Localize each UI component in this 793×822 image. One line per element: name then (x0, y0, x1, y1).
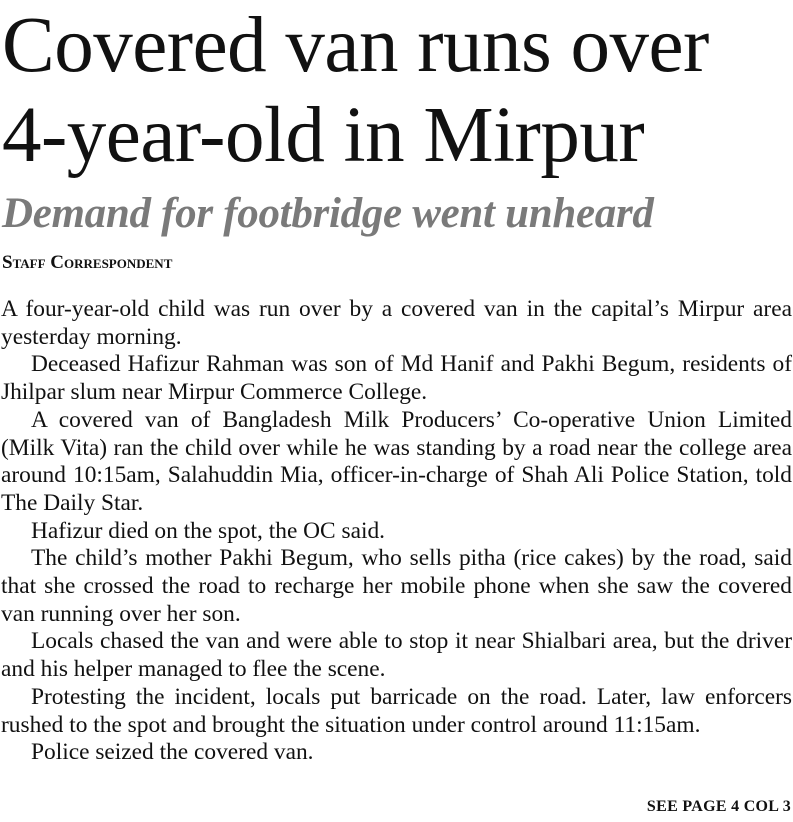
byline: Staff Correspondent (2, 252, 173, 273)
body-paragraph: A four-year-old child was run over by a covered van in the capital’s Mirpur area yesterday morning. (1, 296, 792, 350)
body-paragraph: Locals chased the van and were able to stop it near Shialbari area, but the driver and his helper managed to flee the scene. (1, 628, 792, 683)
headline-line-2: 4-year-old in Mirpur (2, 92, 645, 179)
headline-line-1: Covered van runs over (2, 2, 709, 89)
continuation-jump-line[interactable]: SEE PAGE 4 COL 3 (646, 798, 791, 815)
subheadline: Demand for footbridge went unheard (2, 190, 654, 237)
body-paragraph: Deceased Hafizur Rahman was son of Md Hanif and Pakhi Begum, residents of Jhilpar slum near Mirpur Commerce College. (1, 351, 792, 406)
body-paragraph: A covered van of Bangladesh Milk Producers’ Co-operative Union Limited (Milk Vita) ran the child over while he was standing by a road near the college area around 10:15am, Salahuddin Mia, officer-in-charge of Shah Ali Police Station, told The Daily Star. (1, 406, 792, 516)
article-body (1, 296, 792, 767)
body-paragraph: Police seized the covered van. (31, 739, 314, 766)
body-paragraph: Protesting the incident, locals put barricade on the road. Later, law enforcers rushed to the spot and brought the situation under control around 11:15am. (1, 683, 792, 738)
headline (2, 1, 792, 181)
body-paragraph: The child’s mother Pakhi Begum, who sells pitha (rice cakes) by the road, said that she crossed the road to recharge her mobile phone when she saw the covered van running over her son. (1, 545, 792, 627)
body-paragraph: Hafizur died on the spot, the OC said. (31, 517, 386, 544)
